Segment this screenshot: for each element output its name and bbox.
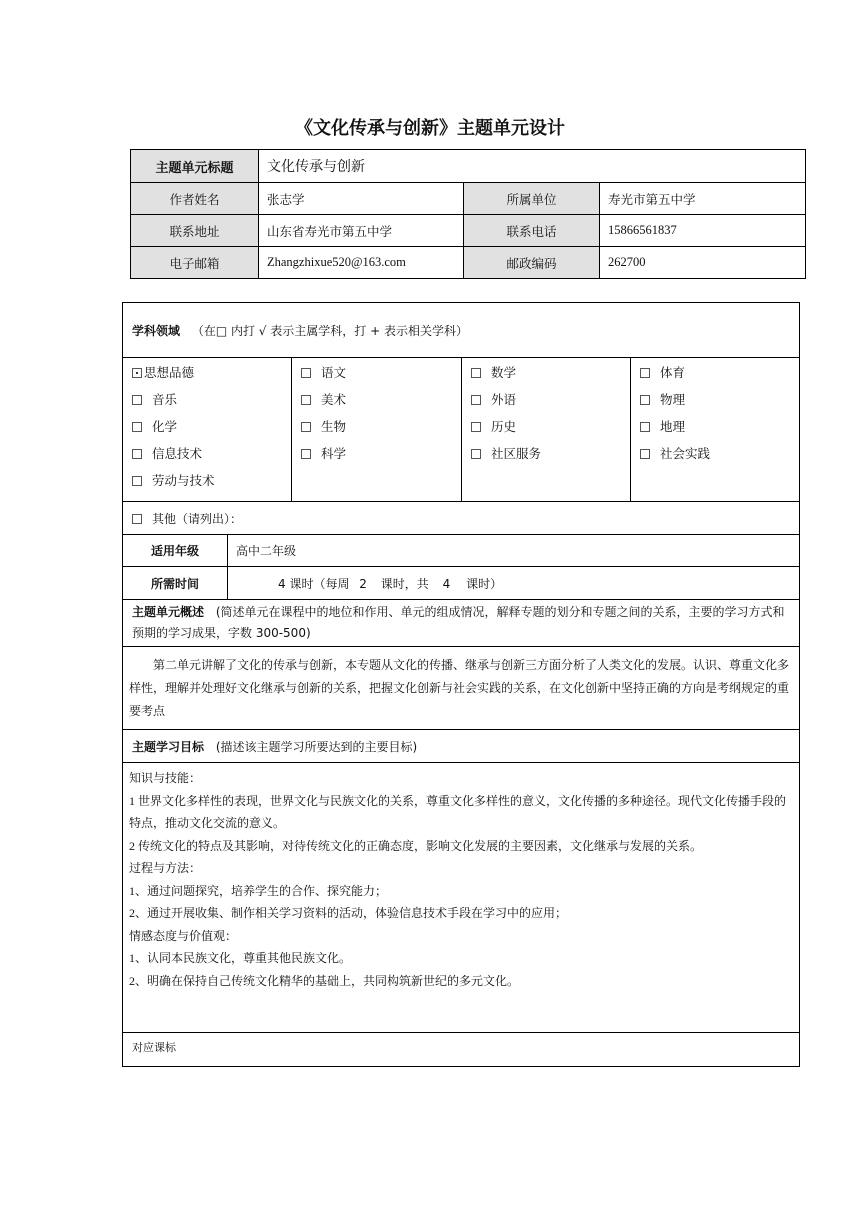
goals-content [123, 763, 800, 1033]
subject-item[interactable]: 物理 [640, 393, 799, 420]
author-value: 张志学 [259, 183, 464, 215]
zip-value: 262700 [600, 247, 806, 279]
overview-header [123, 600, 800, 647]
subject-item[interactable]: 生物 [301, 420, 461, 447]
goals-header [123, 730, 800, 763]
subject-item[interactable]: 思想品德 [132, 366, 291, 393]
subject-item[interactable]: 化学 [132, 420, 291, 447]
checkbox-icon [301, 449, 311, 459]
checkbox-icon [471, 368, 481, 378]
checkbox-icon [471, 395, 481, 405]
checkbox-icon [132, 449, 142, 459]
checkbox-icon [640, 449, 650, 459]
time-value: 4 课时（每周 2 课时，共 4 课时） [228, 567, 800, 600]
subject-item[interactable]: 社会实践 [640, 447, 799, 474]
goals-line: 1、认同本民族文化，尊重其他民族文化。 [129, 951, 352, 965]
goals-line: 过程与方法： [129, 861, 202, 875]
info-table [130, 149, 806, 279]
subject-item[interactable]: 地理 [640, 420, 799, 447]
subject-column-3 [462, 358, 631, 502]
standards-label: 对应课标 [123, 1033, 800, 1067]
org-label: 所属单位 [464, 183, 600, 215]
goals-line: 情感态度与价值观： [129, 928, 238, 943]
weekly-hours: 2 [359, 576, 367, 591]
goals-line: 知识与技能： [129, 771, 202, 785]
checkbox-icon [301, 395, 311, 405]
checkbox-icon [640, 395, 650, 405]
address-value: 山东省寿光市第五中学 [259, 215, 464, 247]
checkbox-icon [301, 422, 311, 432]
checkbox-icon [301, 368, 311, 378]
org-value: 寿光市第五中学 [600, 183, 806, 215]
subject-column-4 [631, 358, 800, 502]
checkbox-icon [471, 449, 481, 459]
subject-item[interactable]: 劳动与技术 [132, 474, 291, 501]
checkbox-icon [132, 422, 142, 432]
checkbox-icon [132, 395, 142, 405]
phone-value: 15866561837 [600, 215, 806, 247]
checkbox-icon [640, 422, 650, 432]
address-label: 联系地址 [131, 215, 259, 247]
checkbox-icon [132, 514, 142, 524]
goals-hint: (描述该主题学习所要达到的主要目标) [215, 739, 418, 754]
goals-line: 1 世界文化多样性的表现，世界文化与民族文化的关系，尊重文化多样性的意义，文化传播的多种途径。现代文化传播手段的特点，推动文化交流的意义。 [129, 793, 787, 830]
other-subject-row[interactable] [123, 502, 800, 535]
subject-item[interactable]: 体育 [640, 366, 799, 393]
subject-column-1 [123, 358, 292, 502]
subject-header [123, 303, 800, 358]
subject-item[interactable]: 历史 [471, 420, 630, 447]
goals-line: 1、通过问题探究，培养学生的合作、探究能力； [129, 883, 388, 898]
subject-item[interactable]: 美术 [301, 393, 461, 420]
form-table [122, 302, 800, 1067]
page-title: 《文化传承与创新》主题单元设计 [295, 118, 565, 139]
checkbox-icon [471, 422, 481, 432]
subject-item[interactable]: 音乐 [132, 393, 291, 420]
subject-hint: （在□ 内打 √ 表示主属学科，打 + 表示相关学科） [191, 323, 468, 338]
subject-item[interactable]: 外语 [471, 393, 630, 420]
checkbox-icon [132, 368, 142, 378]
subject-item[interactable]: 数学 [471, 366, 630, 393]
time-label: 所需时间 [123, 567, 228, 600]
subject-item[interactable]: 科学 [301, 447, 461, 474]
total-hours: 4 [442, 576, 451, 591]
email-label: 电子邮箱 [131, 247, 259, 279]
checkbox-icon [132, 476, 142, 486]
zip-label: 邮政编码 [464, 247, 600, 279]
grade-value: 高中二年级 [228, 535, 800, 567]
subject-item[interactable]: 信息技术 [132, 447, 291, 474]
goals-line: 2 传统文化的特点及其影响，对待传统文化的正确态度，影响文化发展的主要因素，文化继承与发展的关系。 [129, 838, 703, 853]
subject-item[interactable]: 语文 [301, 366, 461, 393]
unit-title-label: 主题单元标题 [131, 150, 259, 183]
goals-line: 2、明确在保持自己传统文化精华的基础上，共同构筑新世纪的多元文化。 [129, 973, 520, 988]
grade-label: 适用年级 [123, 535, 228, 567]
phone-label: 联系电话 [464, 215, 600, 247]
overview-text: 第二单元讲解了文化的传承与创新，本专题从文化的传播、继承与创新三方面分析了人类文化的发展。认识、尊重文化多样性，理解并处理好文化继承与创新的关系，把握文化创新与社会实践的关系，在文化创新中坚持正确的方向是考纲规定的重要考点 [123, 647, 800, 730]
overview-hint: (简述单元在课程中的地位和作用、单元的组成情况，解释专题的划分和专题之间的关系，主要的学习方式和预期的学习成果，字数 300-500) [132, 605, 785, 640]
goals-label: 主题学习目标 [132, 739, 205, 754]
other-subject-label: 其他（请列出）： [152, 511, 243, 526]
subject-label: 学科领域 [132, 323, 181, 338]
checkbox-icon [640, 368, 650, 378]
overview-label: 主题单元概述 [132, 605, 205, 619]
unit-title-value: 文化传承与创新 [259, 150, 806, 183]
author-label: 作者姓名 [131, 183, 259, 215]
email-value: Zhangzhixue520@163.com [259, 247, 464, 279]
goals-line: 2、通过开展收集、制作相关学习资料的活动，体验信息技术手段在学习中的应用； [129, 906, 568, 920]
subject-item[interactable]: 社区服务 [471, 447, 630, 474]
subject-column-2 [292, 358, 462, 502]
